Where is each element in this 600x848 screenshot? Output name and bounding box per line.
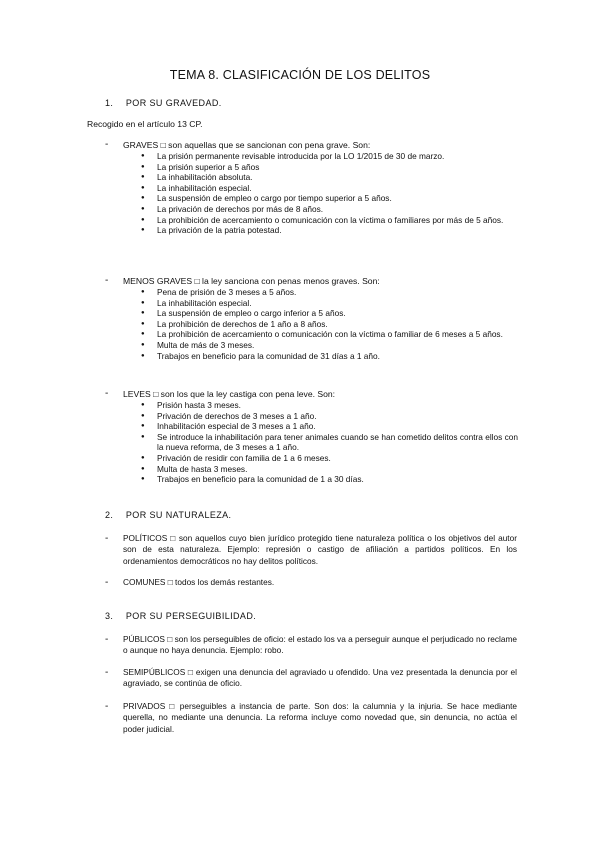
dash-marker: - [105,577,109,588]
graves-lead: GRAVES □ son aquellas que se sancionan con pena grave. Son: [123,140,371,150]
list-item: ● Prisión hasta 3 meses. [141,400,518,411]
list-item: ● Trabajos en beneficio para la comunidad de 1 a 30 días. [141,474,518,485]
dash-marker: - [105,275,109,286]
list-item: ● La privación de derechos por más de 8 años. [141,204,518,215]
dash-marker: - [105,667,109,678]
section-label: POR SU GRAVEDAD. [125,98,222,108]
list-item: ● Pena de prisión de 3 meses a 5 años. [141,287,518,298]
list-item: ● Trabajos en beneficio para la comunidad de 31 días a 1 año. [141,351,518,362]
intro-text: Recogido en el artículo 13 CP. [87,119,203,129]
list-item: ● Privación de derechos de 3 meses a 1 año. [141,411,518,422]
list-item: ● Multa de hasta 3 meses. [141,464,518,475]
leves-lead: LEVES □ son los que la ley castiga con pena leve. Son: [123,389,336,399]
dash-marker: - [105,388,109,399]
menos-graves-lead: MENOS GRAVES □ la ley sanciona con penas menos graves. Son: [123,276,380,286]
section-number: 3. [105,611,114,621]
list-item: ● Se introduce la inhabilitación para tener animales cuando se han cometido delitos contra ellos con la nueva reforma, de 3 meses a 1 año. [141,432,518,453]
list-item: ● La prisión superior a 5 años [141,162,518,173]
list-item: ● La prohibición de derechos de 1 año a 8 años. [141,319,518,330]
semipublicos-paragraph: SEMIPÚBLICOS □ exigen una denuncia del agraviado u ofendido. Una vez presentada la denuncia por el agraviado, se continúa de oficio. [123,667,517,689]
graves-list [141,151,518,236]
section-heading-naturaleza [105,510,231,520]
publicos-paragraph: PÚBLICOS □ son los perseguibles de oficio: el estado los va a perseguir aunque el perjudicado no reclame o aunque no haya denuncia. Ejemplo: robo. [123,634,517,656]
list-item: ● Multa de más de 3 meses. [141,340,518,351]
list-item: ● La inhabilitación especial. [141,183,518,194]
leves-list [141,400,518,485]
dash-marker: - [105,533,109,544]
privados-paragraph: PRIVADOS □ perseguibles a instancia de parte. Son dos: la calumnia y la injuria. Se hace mediante querella, no mediante una denuncia. La reforma incluye como novedad que, sin denuncia, no actúa el poder judicial. [123,701,517,734]
politicos-paragraph: POLÍTICOS □ son aquellos cuyo bien jurídico protegido tiene naturaleza política o los objetivos del autor son de esta naturaleza. Ejemplo: represión o castigo de afiliación a partidos políticos. En los ordenamientos democráticos no hay delitos políticos. [123,533,517,566]
dash-marker: - [105,701,109,712]
list-item: ● La suspensión de empleo o cargo por tiempo superior a 5 años. [141,193,518,204]
menos-graves-list [141,287,518,361]
section-heading-perseguibilidad [105,611,256,621]
list-item: ● La privación de la patria potestad. [141,225,518,236]
dash-marker: - [105,634,109,645]
section-label: POR SU PERSEGUIBILIDAD. [125,611,257,621]
section-number: 2. [105,510,114,520]
list-item: ● Inhabilitación especial de 3 meses a 1 año. [141,421,518,432]
list-item: ● La inhabilitación especial. [141,298,518,309]
list-item: ● La prohibición de acercamiento o comunicación con la víctima o familiares por más de 5 años. [141,215,518,226]
page-title: TEMA 8. CLASIFICACIÓN DE LOS DELITOS [169,68,431,82]
section-label: POR SU NATURALEZA. [125,510,232,520]
list-item: ● La suspensión de empleo o cargo inferior a 5 años. [141,308,518,319]
list-item: ● Privación de residir con familia de 1 a 6 meses. [141,453,518,464]
section-number: 1. [105,98,114,108]
dash-marker: - [105,139,109,150]
section-heading-gravedad [105,98,222,108]
list-item: ● La inhabilitación absoluta. [141,172,518,183]
comunes-paragraph: COMUNES □ todos los demás restantes. [123,577,275,587]
list-item: ● La prohibición de acercamiento o comunicación con la víctima o familiar de 6 meses a 5 años. [141,329,518,340]
list-item: ● La prisión permanente revisable introducida por la LO 1/2015 de 30 de marzo. [141,151,445,162]
